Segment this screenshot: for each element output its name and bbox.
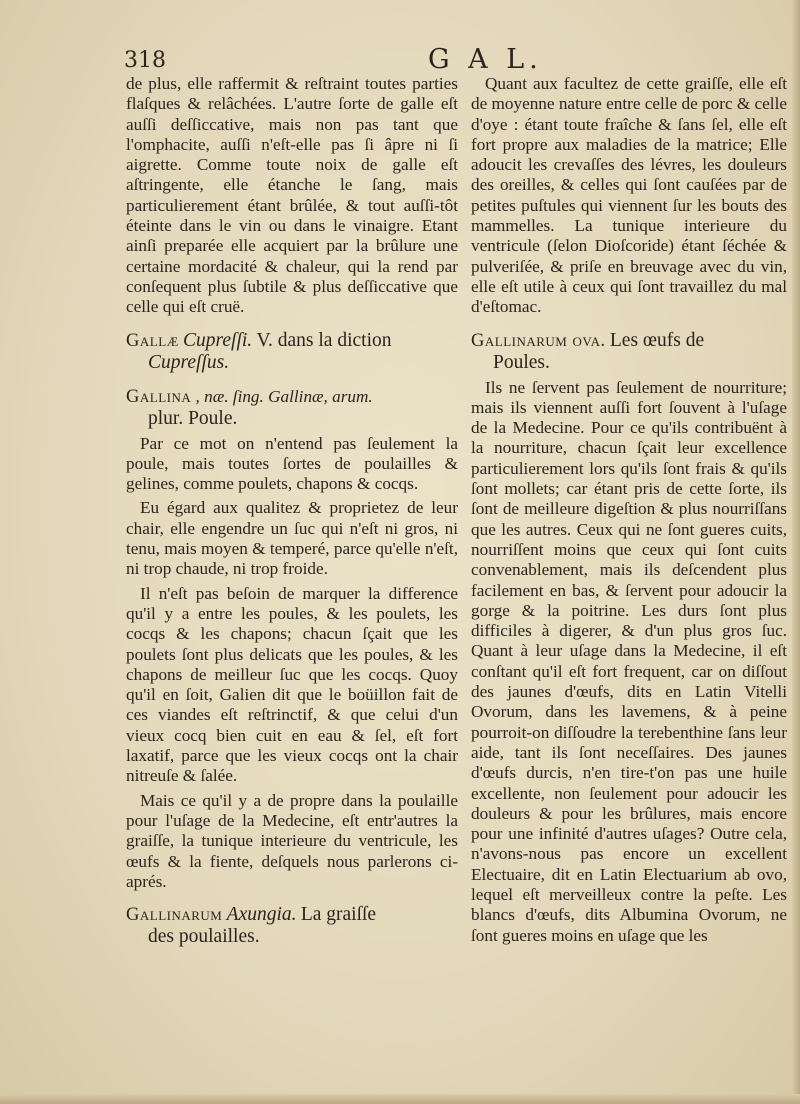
entry-continuation: Cupreſſus.: [148, 351, 230, 373]
entry-grammar: , næ. ſing.: [195, 386, 264, 406]
entry-headword: Gallina: [126, 386, 192, 407]
entry-text: Les œufs de: [609, 329, 705, 351]
page-edge-right: [792, 0, 800, 1104]
paragraph: Eu égard aux qualitez & proprietez de leur chair, elle engendre un ſuc qui n'eſt ni gros, ni tenu, mais moyen & temperé, parce qu'elle n'eſt, ni trop chaude, ni trop froide.: [126, 498, 458, 579]
entry-latin: Cupreſſi.: [183, 329, 253, 351]
entry-headword: Gallinarum ova.: [471, 330, 606, 351]
paragraph: de plus, elle raffermit & reſtraint toutes parties flaſques & relâchées. L'autre ſorte de galle eſt auſſi deſſiccative, mais non pas tant que l'omphacite, auſſi n'eſt-elle pas ſi âpre ni ſi aigrette. Comme toute noix de galle eſt aſtringente, elle étanche le ſang, mais particulierement étant brûlée, & tout auſſi-tôt éteinte dans le vin ou dans le vinaigre. Etant ainſi preparée elle acquiert par la brûlure une certaine mordacité & chaleur, qui la rend par conſequent plus ſubtile & plus deſſiccative que celle qui eſt cruë.: [126, 74, 458, 317]
entry-headword: Gallæ: [126, 330, 179, 351]
running-title: G A L.: [428, 44, 543, 75]
paragraph: Quant aux facultez de cette graiſſe, elle eſt de moyenne nature entre celle de porc & celle d'oye : étant toute fraîche & ſans ſel, elle eſt fort propre aux maladies de la matrice; Elle adoucit les crevaſſes des lévres, les douleurs des oreilles, & celles qui ſont cauſées par de petites puſtules qui viennent ſur les bouts des mammelles. La tunique interieure du ventricule (ſelon Dioſcoride) étant ſéchée & pulveriſée, & priſe en breuvage avec du vin, elle eſt utile à ceux qui ſont travaillez du mal d'eſtomac.: [471, 74, 787, 317]
right-column: [471, 74, 787, 950]
dictionary-entry-ova: [471, 330, 787, 374]
page-edge-bottom: [0, 1094, 800, 1104]
entry-continuation: des poulailles.: [148, 926, 260, 948]
paragraph: Par ce mot on n'entend pas ſeulement la poule, mais toutes ſortes de poulailles & gelines, comme poulets, chapons & cocqs.: [126, 433, 458, 494]
paragraph: Ils ne ſervent pas ſeulement de nourriture; mais ils viennent auſſi fort ſouvent à l'uſage de la Medecine. Pour ce qu'ils contribuënt à la nourriture, chacun ſçait leur excellence particulierement lors qu'ils ſont frais & qu'ils ſont mollets; car étant pris de cette ſorte, ils ſont de meilleure digeſtion & plus nourriſſans que les autres. Ceux qui ne ſont gueres cuits, nourriſſent moins que ceux qui ſont cuits convenablement, mais ils deſcendent plus facilement en bas, & ſervent pour adoucir la gorge & la poitrine. Les durs ſont plus difficiles à digerer, & d'un plus gros ſuc. Quant à leur uſage dans la Medecine, il eſt conſtant qu'il eſt fort frequent, car on diſſout des jaunes d'œufs, dits en Latin Vitelli Ovorum, dans les lavemens, & à peine pourroit-on diſſoudre la terebenthine ſans leur aide, tant ils ſont neceſſaires. Des jaunes d'œufs durcis, n'en tire-t'on pas une huile excellente, non ſeulement pour adoucir les douleurs & pour les brûlures, mais encore pour une infinité d'autres uſages? Outre cela, n'avons-nous pas encore un excellent Electuaire, dit en Latin Electuarium ab ovo, lequel eſt merveilleux contre la peſte. Les blancs d'œufs, dits Albumina Ovorum, ne ſont gueres moins en uſage que les: [471, 377, 787, 945]
paragraph: Mais ce qu'il y a de propre dans la poulaille pour l'uſage de la Medecine, eſt entr'autres la graiſſe, la tunique interieure du ventricule, les œufs & la fiente, deſquels nous parlerons ci-aprés.: [126, 790, 458, 891]
dictionary-entry-gallae: [126, 330, 458, 374]
dictionary-entry-axungia: [126, 904, 458, 948]
paragraph: Il n'eſt pas beſoin de marquer la difference qu'il y a entre les poules, & les poulets, les cocqs & les chapons; chacun ſçait que les poulets ſont plus delicats que les poules, & les chapons de meilleur ſuc que les cocqs. Quoy qu'il en ſoit, Galien dit que le boüillon fait de ces viandes eſt reſtrinctif, & que celui d'un vieux cocq bien cuit en eau & ſel, eſt fort laxatif, parce que les vieux cocqs ont la chair nitreuſe & ſalée.: [126, 583, 458, 786]
entry-headword: Gallinarum: [126, 905, 223, 926]
page-header: [124, 44, 764, 78]
entry-continuation: Poules.: [493, 351, 550, 373]
entry-text: V. dans la diction: [256, 329, 392, 351]
entry-text: La graiſſe: [300, 904, 377, 926]
dictionary-entry-gallina: [126, 386, 458, 430]
page-number: 318: [124, 48, 166, 73]
entry-latin: Gallinæ, arum.: [268, 386, 373, 406]
entry-continuation: plur. Poule.: [148, 407, 238, 429]
left-column: [126, 74, 458, 952]
entry-latin: Axungia.: [226, 904, 297, 926]
